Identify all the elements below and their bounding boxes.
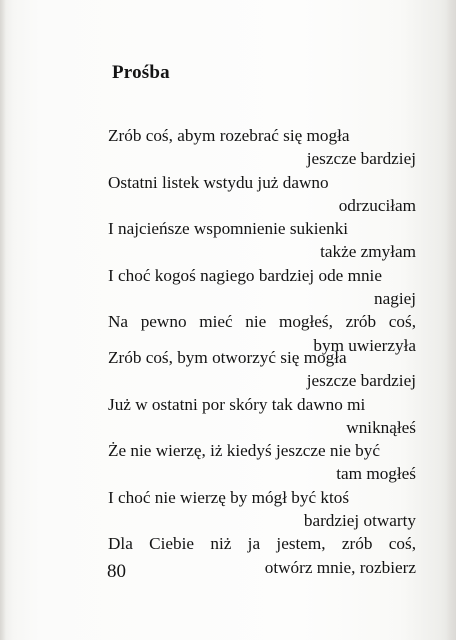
stanza-2 [108,346,416,579]
verse-line-continuation: bardziej otwarty [303,511,416,531]
verse-line-continuation: wniknąłeś [346,417,416,437]
verse-line-continuation: bym uwierzyła [313,335,416,355]
verse-line: I najcieńsze wspomnienie sukienki [108,219,349,239]
verse-line-continuation: nagiej [374,289,416,309]
verse-line: Ostatni listek wstydu już dawno [108,172,329,192]
verse-line-continuation: jeszcze bardziej [306,149,416,169]
verse-line-continuation: także zmyłam [320,242,416,262]
page-right-edge-shadow [446,0,456,640]
verse-line-continuation: tam mogłeś [336,464,416,484]
verse-line-continuation: otwórz mnie, rozbierz [264,557,416,577]
verse-line: Zrób coś, bym otworzyć się mogła [108,348,347,367]
verse-line: Dla Ciebie niż ja jestem, zrób coś, [108,534,416,554]
page-left-edge-shadow [0,0,6,640]
verse-line: I choć nie wierzę by mógł być ktoś [108,487,350,507]
verse-line: Że nie wierzę, iż kiedyś jeszcze nie być [108,441,380,461]
verse-line: I choć kogoś nagiego bardziej ode mnie [108,265,382,285]
verse-line-continuation: jeszcze bardziej [306,371,416,391]
poem-title: Prośba [112,62,170,83]
page-number: 80 [107,561,126,582]
verse-line: Zrób coś, abym rozebrać się mogła [108,126,350,145]
stanza-1 [108,124,416,357]
verse-line-continuation: odrzuciłam [338,195,416,215]
verse-line: Na pewno mieć nie mogłeś, zrób coś, [108,312,416,332]
verse-line: Już w ostatni por skóry tak dawno mi [108,394,366,414]
